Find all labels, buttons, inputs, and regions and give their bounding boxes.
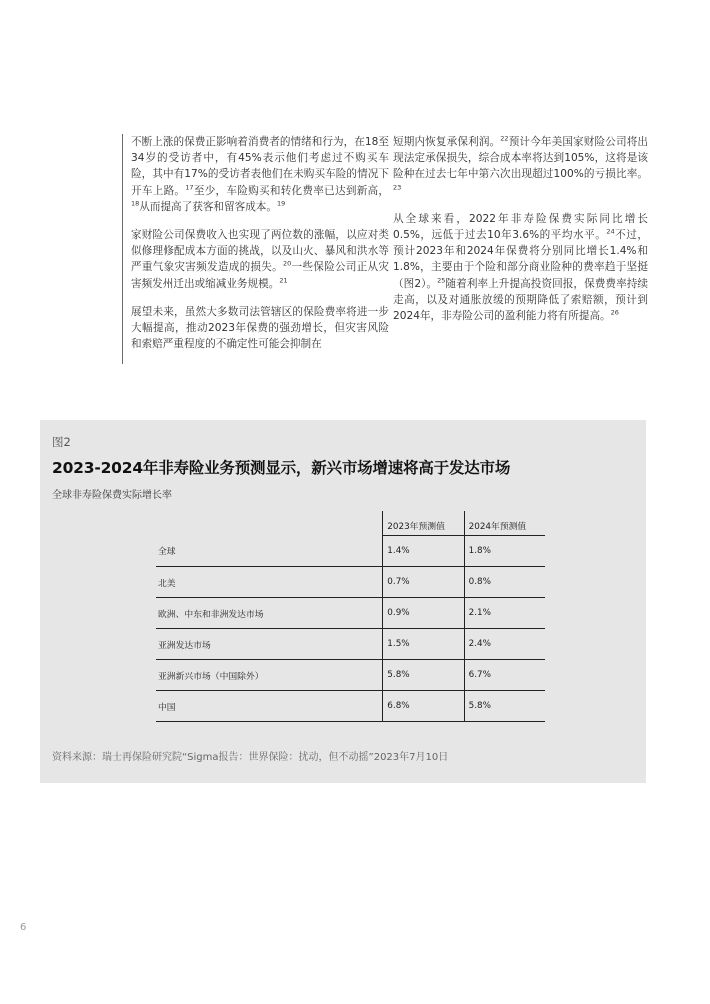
footnote-ref: 19 — [277, 199, 286, 208]
table-cell-2023: 6.8% — [383, 691, 464, 722]
footnote-ref: 24 — [606, 227, 615, 236]
table-body — [156, 536, 545, 722]
table-row — [156, 660, 545, 691]
table-cell-2024: 2.4% — [464, 629, 545, 660]
table-cell-2023: 0.7% — [383, 567, 464, 598]
figure-subtitle: 全球非寿险保费实际增长率 — [52, 490, 172, 501]
table-cell-2023: 1.5% — [383, 629, 464, 660]
table-row — [156, 691, 545, 722]
footnote-ref: 18 — [131, 199, 140, 208]
left-paragraph-3: 展望未来，虽然大多数司法管辖区的保险费率将进一步大幅提高，推动2023年保费的强劲增长，但灾害风险和索赔严重程度的不确定性可能会抑制在 — [131, 305, 389, 351]
table-header-2024: 2024年预测值 — [464, 511, 545, 536]
left-paragraph-2: 家财险公司保费收入也实现了两位数的涨幅，以应对类似修理修配成本方面的挑战，以及山火、暴风和洪水等严重气象灾害频发造成的损失。$^{20}$一些保险公司正从灾害频发州迁出或缩减业务规模。$^{21}$ — [131, 229, 390, 290]
figure-2 — [40, 420, 646, 783]
table-row-label: 欧洲、中东和非洲发达市场 — [156, 598, 383, 629]
forecast-table — [156, 511, 545, 722]
table-row-label: 北美 — [156, 567, 383, 598]
table-row-label: 全球 — [156, 536, 383, 567]
table-row — [156, 629, 545, 660]
table-header-row — [156, 511, 545, 536]
figure-source: 资料来源：瑞士再保险研究院“Sigma报告：世界保险：扰动，但不动摇”2023年7月10日 — [52, 752, 449, 763]
right-paragraph-1: 短期内恢复承保利润。$^{22}$预计今年美国家财险公司将出现法定承保损失，综合成本率将达到105%，这将是该险种在过去七年中第六次出现超过100%的亏损比率。$^{23}$ — [393, 134, 649, 192]
figure-label: 图2 — [52, 435, 71, 449]
footnote-ref: 25 — [437, 276, 446, 285]
figure-title: 2023-2024年非寿险业务预测显示，新兴市场增速将高于发达市场 — [52, 459, 511, 477]
left-text-column — [122, 134, 389, 364]
table-cell-2024: 0.8% — [464, 567, 545, 598]
table-row — [156, 567, 545, 598]
table-cell-2023: 1.4% — [383, 536, 464, 567]
right-paragraph-2: 从全球来看，2022年非寿险保费实际同比增长0.5%，远低于过去10年3.6%的平均水平。$^{24}$不过，预计2023年和2024年保费将分别同比增长1.4%和1.8%，主要由于个险和部分商业险种的费率趋于坚挺（图2）。$^{25}$随着利率上升提高投资回报，保费费率持续走高，以及对通胀放缓的预期降低了索赔额，预计到2024年，非寿险公司的盈利能力将有所提高。$^{26}$ — [393, 212, 649, 323]
table-cell-2023: 0.9% — [383, 598, 464, 629]
table-row-label: 亚洲新兴市场（中国除外） — [156, 660, 383, 691]
page-number: 6 — [20, 922, 27, 933]
left-paragraph-1: 不断上涨的保费正影响着消费者的情绪和行为，在18至34岁的受访者中，有45%表示他们考虑过不购买车险，其中有17%的受访者表他们在未购买车险的情况下开车上路。$^{17}$至少，车险购买和转化费率已达到新高，$^{18}$从而提高了获客和留客成本。$^{19}$ — [131, 136, 390, 213]
footnote-ref: 22 — [500, 134, 509, 143]
table-cell-2024: 2.1% — [464, 598, 545, 629]
table-cell-2024: 6.7% — [464, 660, 545, 691]
table-cell-2024: 1.8% — [464, 536, 545, 567]
table-cell-2024: 5.8% — [464, 691, 545, 722]
footnote-ref: 21 — [279, 276, 288, 285]
footnote-ref: 17 — [185, 183, 194, 192]
footnote-ref: 20 — [283, 259, 292, 268]
footnote-ref: 26 — [610, 308, 619, 317]
table-row-label: 中国 — [156, 691, 383, 722]
table-row — [156, 536, 545, 567]
table-header-2023: 2023年预测值 — [383, 511, 464, 536]
table-cell-2023: 5.8% — [383, 660, 464, 691]
footnote-ref: 23 — [393, 183, 402, 192]
right-text-column — [393, 134, 648, 336]
table-header-empty — [156, 511, 383, 536]
table-row — [156, 598, 545, 629]
table-row-label: 亚洲发达市场 — [156, 629, 383, 660]
